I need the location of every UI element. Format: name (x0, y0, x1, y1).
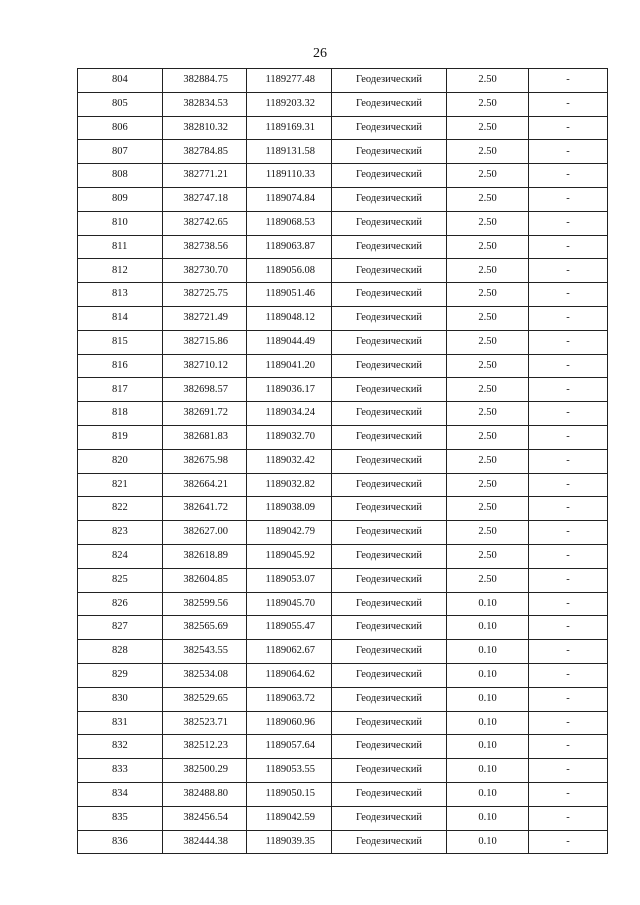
description-cell: - (529, 830, 608, 854)
x-coordinate-cell: 382742.65 (163, 211, 247, 235)
y-coordinate-cell: 1189063.72 (247, 687, 332, 711)
y-coordinate-cell: 1189042.79 (247, 521, 332, 545)
x-coordinate-cell: 382512.23 (163, 735, 247, 759)
description-cell: - (529, 759, 608, 783)
table-row (78, 735, 608, 759)
method-cell: Геодезический (332, 92, 447, 116)
table-row (78, 806, 608, 830)
table-row (78, 140, 608, 164)
method-cell: Геодезический (332, 402, 447, 426)
method-cell: Геодезический (332, 782, 447, 806)
x-coordinate-cell: 382565.69 (163, 616, 247, 640)
precision-cell: 2.50 (447, 211, 529, 235)
description-cell: - (529, 211, 608, 235)
precision-cell: 0.10 (447, 759, 529, 783)
table-row (78, 354, 608, 378)
point-number-cell: 806 (78, 116, 163, 140)
method-cell: Геодезический (332, 568, 447, 592)
point-number-cell: 819 (78, 425, 163, 449)
method-cell: Геодезический (332, 164, 447, 188)
y-coordinate-cell: 1189048.12 (247, 306, 332, 330)
point-number-cell: 824 (78, 544, 163, 568)
precision-cell: 2.50 (447, 497, 529, 521)
point-number-cell: 811 (78, 235, 163, 259)
table-row (78, 663, 608, 687)
precision-cell: 2.50 (447, 92, 529, 116)
x-coordinate-cell: 382784.85 (163, 140, 247, 164)
precision-cell: 2.50 (447, 544, 529, 568)
point-number-cell: 814 (78, 306, 163, 330)
table-row (78, 521, 608, 545)
x-coordinate-cell: 382543.55 (163, 640, 247, 664)
x-coordinate-cell: 382534.08 (163, 663, 247, 687)
method-cell: Геодезический (332, 187, 447, 211)
table-row (78, 116, 608, 140)
method-cell: Геодезический (332, 116, 447, 140)
precision-cell: 2.50 (447, 425, 529, 449)
description-cell: - (529, 306, 608, 330)
method-cell: Геодезический (332, 616, 447, 640)
table-row (78, 497, 608, 521)
description-cell: - (529, 259, 608, 283)
point-number-cell: 835 (78, 806, 163, 830)
y-coordinate-cell: 1189045.70 (247, 592, 332, 616)
method-cell: Геодезический (332, 592, 447, 616)
point-number-cell: 816 (78, 354, 163, 378)
point-number-cell: 830 (78, 687, 163, 711)
method-cell: Геодезический (332, 473, 447, 497)
table-row (78, 378, 608, 402)
y-coordinate-cell: 1189277.48 (247, 69, 332, 93)
description-cell: - (529, 592, 608, 616)
description-cell: - (529, 568, 608, 592)
point-number-cell: 812 (78, 259, 163, 283)
x-coordinate-cell: 382599.56 (163, 592, 247, 616)
x-coordinate-cell: 382641.72 (163, 497, 247, 521)
precision-cell: 0.10 (447, 687, 529, 711)
description-cell: - (529, 69, 608, 93)
x-coordinate-cell: 382834.53 (163, 92, 247, 116)
point-number-cell: 826 (78, 592, 163, 616)
y-coordinate-cell: 1189042.59 (247, 806, 332, 830)
y-coordinate-cell: 1189064.62 (247, 663, 332, 687)
x-coordinate-cell: 382664.21 (163, 473, 247, 497)
x-coordinate-cell: 382456.54 (163, 806, 247, 830)
point-number-cell: 818 (78, 402, 163, 426)
precision-cell: 2.50 (447, 449, 529, 473)
point-number-cell: 804 (78, 69, 163, 93)
table-row (78, 616, 608, 640)
description-cell: - (529, 711, 608, 735)
point-number-cell: 820 (78, 449, 163, 473)
point-number-cell: 823 (78, 521, 163, 545)
table-row (78, 830, 608, 854)
precision-cell: 0.10 (447, 735, 529, 759)
description-cell: - (529, 354, 608, 378)
point-number-cell: 808 (78, 164, 163, 188)
table-row (78, 259, 608, 283)
y-coordinate-cell: 1189045.92 (247, 544, 332, 568)
description-cell: - (529, 497, 608, 521)
y-coordinate-cell: 1189032.42 (247, 449, 332, 473)
y-coordinate-cell: 1189050.15 (247, 782, 332, 806)
description-cell: - (529, 640, 608, 664)
x-coordinate-cell: 382691.72 (163, 402, 247, 426)
x-coordinate-cell: 382444.38 (163, 830, 247, 854)
y-coordinate-cell: 1189055.47 (247, 616, 332, 640)
x-coordinate-cell: 382710.12 (163, 354, 247, 378)
precision-cell: 2.50 (447, 378, 529, 402)
method-cell: Геодезический (332, 687, 447, 711)
table-row (78, 69, 608, 93)
x-coordinate-cell: 382523.71 (163, 711, 247, 735)
precision-cell: 2.50 (447, 330, 529, 354)
x-coordinate-cell: 382488.80 (163, 782, 247, 806)
x-coordinate-cell: 382618.89 (163, 544, 247, 568)
method-cell: Геодезический (332, 521, 447, 545)
y-coordinate-cell: 1189038.09 (247, 497, 332, 521)
method-cell: Геодезический (332, 235, 447, 259)
table-row (78, 306, 608, 330)
x-coordinate-cell: 382681.83 (163, 425, 247, 449)
x-coordinate-cell: 382698.57 (163, 378, 247, 402)
method-cell: Геодезический (332, 283, 447, 307)
method-cell: Геодезический (332, 806, 447, 830)
y-coordinate-cell: 1189074.84 (247, 187, 332, 211)
method-cell: Геодезический (332, 354, 447, 378)
description-cell: - (529, 521, 608, 545)
point-number-cell: 828 (78, 640, 163, 664)
description-cell: - (529, 425, 608, 449)
method-cell: Геодезический (332, 497, 447, 521)
y-coordinate-cell: 1189060.96 (247, 711, 332, 735)
point-number-cell: 827 (78, 616, 163, 640)
table-row (78, 759, 608, 783)
coordinates-table (77, 68, 608, 854)
y-coordinate-cell: 1189057.64 (247, 735, 332, 759)
table-row (78, 782, 608, 806)
x-coordinate-cell: 382884.75 (163, 69, 247, 93)
method-cell: Геодезический (332, 735, 447, 759)
table-row (78, 187, 608, 211)
x-coordinate-cell: 382771.21 (163, 164, 247, 188)
table-row (78, 402, 608, 426)
x-coordinate-cell: 382730.70 (163, 259, 247, 283)
y-coordinate-cell: 1189051.46 (247, 283, 332, 307)
description-cell: - (529, 663, 608, 687)
precision-cell: 2.50 (447, 354, 529, 378)
precision-cell: 2.50 (447, 283, 529, 307)
description-cell: - (529, 544, 608, 568)
description-cell: - (529, 782, 608, 806)
point-number-cell: 825 (78, 568, 163, 592)
precision-cell: 0.10 (447, 711, 529, 735)
precision-cell: 2.50 (447, 187, 529, 211)
point-number-cell: 810 (78, 211, 163, 235)
point-number-cell: 815 (78, 330, 163, 354)
point-number-cell: 807 (78, 140, 163, 164)
table-row (78, 544, 608, 568)
description-cell: - (529, 735, 608, 759)
y-coordinate-cell: 1189032.82 (247, 473, 332, 497)
method-cell: Геодезический (332, 640, 447, 664)
x-coordinate-cell: 382675.98 (163, 449, 247, 473)
page-number: 26 (313, 46, 327, 61)
precision-cell: 2.50 (447, 259, 529, 283)
precision-cell: 0.10 (447, 616, 529, 640)
table-row (78, 164, 608, 188)
x-coordinate-cell: 382747.18 (163, 187, 247, 211)
method-cell: Геодезический (332, 378, 447, 402)
precision-cell: 0.10 (447, 663, 529, 687)
x-coordinate-cell: 382715.86 (163, 330, 247, 354)
y-coordinate-cell: 1189068.53 (247, 211, 332, 235)
table-row (78, 473, 608, 497)
table-row (78, 568, 608, 592)
point-number-cell: 829 (78, 663, 163, 687)
precision-cell: 2.50 (447, 306, 529, 330)
table-row (78, 235, 608, 259)
y-coordinate-cell: 1189032.70 (247, 425, 332, 449)
description-cell: - (529, 140, 608, 164)
x-coordinate-cell: 382627.00 (163, 521, 247, 545)
description-cell: - (529, 92, 608, 116)
table-row (78, 592, 608, 616)
table-row (78, 711, 608, 735)
method-cell: Геодезический (332, 663, 447, 687)
precision-cell: 2.50 (447, 69, 529, 93)
precision-cell: 2.50 (447, 116, 529, 140)
x-coordinate-cell: 382529.65 (163, 687, 247, 711)
y-coordinate-cell: 1189039.35 (247, 830, 332, 854)
method-cell: Геодезический (332, 759, 447, 783)
point-number-cell: 809 (78, 187, 163, 211)
table-row (78, 92, 608, 116)
point-number-cell: 831 (78, 711, 163, 735)
description-cell: - (529, 806, 608, 830)
point-number-cell: 817 (78, 378, 163, 402)
y-coordinate-cell: 1189056.08 (247, 259, 332, 283)
method-cell: Геодезический (332, 306, 447, 330)
x-coordinate-cell: 382604.85 (163, 568, 247, 592)
method-cell: Геодезический (332, 140, 447, 164)
table-row (78, 687, 608, 711)
point-number-cell: 833 (78, 759, 163, 783)
y-coordinate-cell: 1189053.07 (247, 568, 332, 592)
description-cell: - (529, 283, 608, 307)
precision-cell: 2.50 (447, 235, 529, 259)
description-cell: - (529, 473, 608, 497)
description-cell: - (529, 402, 608, 426)
point-number-cell: 805 (78, 92, 163, 116)
description-cell: - (529, 235, 608, 259)
description-cell: - (529, 449, 608, 473)
method-cell: Геодезический (332, 544, 447, 568)
y-coordinate-cell: 1189063.87 (247, 235, 332, 259)
y-coordinate-cell: 1189053.55 (247, 759, 332, 783)
method-cell: Геодезический (332, 711, 447, 735)
precision-cell: 2.50 (447, 140, 529, 164)
description-cell: - (529, 164, 608, 188)
precision-cell: 0.10 (447, 830, 529, 854)
x-coordinate-cell: 382810.32 (163, 116, 247, 140)
method-cell: Геодезический (332, 259, 447, 283)
precision-cell: 0.10 (447, 806, 529, 830)
y-coordinate-cell: 1189110.33 (247, 164, 332, 188)
precision-cell: 2.50 (447, 164, 529, 188)
point-number-cell: 832 (78, 735, 163, 759)
precision-cell: 2.50 (447, 568, 529, 592)
method-cell: Геодезический (332, 449, 447, 473)
y-coordinate-cell: 1189036.17 (247, 378, 332, 402)
y-coordinate-cell: 1189041.20 (247, 354, 332, 378)
table-row (78, 425, 608, 449)
y-coordinate-cell: 1189062.67 (247, 640, 332, 664)
point-number-cell: 821 (78, 473, 163, 497)
x-coordinate-cell: 382738.56 (163, 235, 247, 259)
description-cell: - (529, 378, 608, 402)
description-cell: - (529, 616, 608, 640)
coordinates-table-body (78, 69, 608, 854)
point-number-cell: 813 (78, 283, 163, 307)
point-number-cell: 836 (78, 830, 163, 854)
precision-cell: 2.50 (447, 521, 529, 545)
y-coordinate-cell: 1189169.31 (247, 116, 332, 140)
y-coordinate-cell: 1189203.32 (247, 92, 332, 116)
method-cell: Геодезический (332, 211, 447, 235)
table-row (78, 640, 608, 664)
method-cell: Геодезический (332, 425, 447, 449)
point-number-cell: 834 (78, 782, 163, 806)
method-cell: Геодезический (332, 830, 447, 854)
description-cell: - (529, 687, 608, 711)
x-coordinate-cell: 382500.29 (163, 759, 247, 783)
x-coordinate-cell: 382725.75 (163, 283, 247, 307)
x-coordinate-cell: 382721.49 (163, 306, 247, 330)
precision-cell: 2.50 (447, 473, 529, 497)
precision-cell: 2.50 (447, 402, 529, 426)
precision-cell: 0.10 (447, 640, 529, 664)
point-number-cell: 822 (78, 497, 163, 521)
table-row (78, 283, 608, 307)
precision-cell: 0.10 (447, 592, 529, 616)
table-row (78, 449, 608, 473)
y-coordinate-cell: 1189034.24 (247, 402, 332, 426)
description-cell: - (529, 187, 608, 211)
description-cell: - (529, 330, 608, 354)
y-coordinate-cell: 1189044.49 (247, 330, 332, 354)
table-row (78, 211, 608, 235)
table-row (78, 330, 608, 354)
description-cell: - (529, 116, 608, 140)
method-cell: Геодезический (332, 330, 447, 354)
y-coordinate-cell: 1189131.58 (247, 140, 332, 164)
precision-cell: 0.10 (447, 782, 529, 806)
method-cell: Геодезический (332, 69, 447, 93)
